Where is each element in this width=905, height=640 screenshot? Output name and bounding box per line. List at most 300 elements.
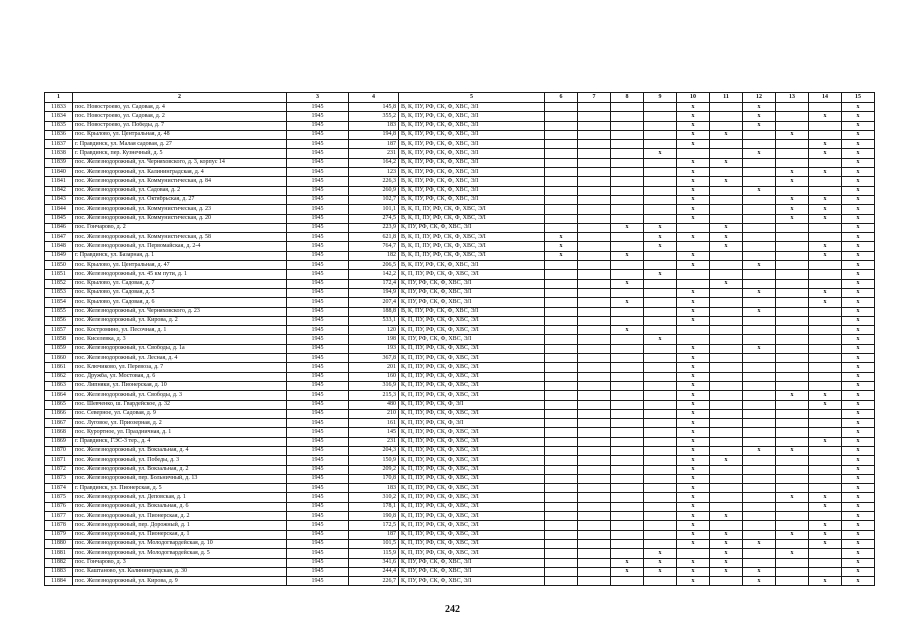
mark-cell: x — [842, 567, 875, 576]
column-header: 12 — [743, 93, 776, 103]
table-row — [45, 539, 875, 548]
mark-cell — [611, 484, 644, 493]
systems-cell: К, П, ПУ, РФ, СК, Ф, ХВС, ЭЛ — [399, 326, 545, 335]
row-number-cell: 11861 — [45, 363, 73, 372]
mark-cell: x — [809, 288, 842, 297]
mark-cell — [776, 474, 809, 483]
mark-cell: x — [677, 558, 710, 567]
row-number-cell: 11862 — [45, 372, 73, 381]
mark-cell — [611, 456, 644, 465]
mark-cell — [545, 261, 578, 270]
mark-cell — [776, 344, 809, 353]
mark-cell — [611, 242, 644, 251]
row-number-cell: 11881 — [45, 549, 73, 558]
mark-cell — [809, 270, 842, 279]
systems-cell: К, П, ПУ, РФ, СК, Ф, ХВС, ЭЛ — [399, 354, 545, 363]
mark-cell — [809, 326, 842, 335]
address-cell: пос. Гончарово, д. 3 — [73, 558, 287, 567]
mark-cell: x — [809, 493, 842, 502]
row-number-cell: 11866 — [45, 409, 73, 418]
mark-cell: x — [644, 149, 677, 158]
mark-cell: x — [710, 539, 743, 548]
table-row — [45, 400, 875, 409]
systems-cell: К, П, ПУ, РФ, СК, Ф, ХВС, ЭЛ — [399, 344, 545, 353]
mark-cell — [644, 372, 677, 381]
table-row — [45, 149, 875, 158]
mark-cell — [710, 484, 743, 493]
mark-cell — [710, 409, 743, 418]
row-number-cell: 11858 — [45, 335, 73, 344]
mark-cell — [644, 103, 677, 112]
area-cell: 226,3 — [349, 177, 399, 186]
systems-cell: К, П, ПУ, РФ, СК, Ф, ХВС, ЭЛ — [399, 539, 545, 548]
row-number-cell: 11846 — [45, 223, 73, 232]
mark-cell: x — [611, 298, 644, 307]
area-cell: 178,1 — [349, 502, 399, 511]
row-number-cell: 11865 — [45, 400, 73, 409]
year-cell: 1945 — [287, 521, 349, 530]
address-cell: пос. Липняки, ул. Пионерская, д. 10 — [73, 381, 287, 390]
table-row — [45, 279, 875, 288]
mark-cell — [710, 437, 743, 446]
mark-cell — [611, 344, 644, 353]
mark-cell: x — [809, 242, 842, 251]
table-row — [45, 177, 875, 186]
year-cell: 1945 — [287, 372, 349, 381]
mark-cell — [743, 195, 776, 204]
address-cell: пос. Железнодорожный, ул. 45 км пути, д. 1 — [73, 270, 287, 279]
address-cell: пос. Новостроево, ул. Садовая, д. 4 — [73, 103, 287, 112]
mark-cell — [545, 372, 578, 381]
mark-cell: x — [842, 149, 875, 158]
mark-cell — [578, 354, 611, 363]
mark-cell: x — [842, 372, 875, 381]
mark-cell: x — [710, 549, 743, 558]
mark-cell — [611, 307, 644, 316]
row-number-cell: 11880 — [45, 539, 73, 548]
mark-cell — [611, 270, 644, 279]
mark-cell — [644, 465, 677, 474]
mark-cell — [644, 251, 677, 260]
area-cell: 164,2 — [349, 158, 399, 167]
mark-cell — [776, 140, 809, 149]
mark-cell — [743, 363, 776, 372]
mark-cell: x — [842, 354, 875, 363]
mark-cell — [611, 502, 644, 511]
mark-cell — [743, 372, 776, 381]
area-cell: 172,4 — [349, 279, 399, 288]
table-row — [45, 251, 875, 260]
mark-cell: x — [611, 326, 644, 335]
mark-cell — [611, 428, 644, 437]
mark-cell — [545, 493, 578, 502]
mark-cell: x — [842, 400, 875, 409]
table-row — [45, 186, 875, 195]
mark-cell: x — [809, 502, 842, 511]
mark-cell — [776, 223, 809, 232]
area-cell: 206,5 — [349, 261, 399, 270]
table-row — [45, 419, 875, 428]
mark-cell: x — [776, 446, 809, 455]
mark-cell — [776, 298, 809, 307]
area-cell: 150,9 — [349, 456, 399, 465]
mark-cell — [743, 223, 776, 232]
mark-cell: x — [776, 130, 809, 139]
column-header: 9 — [644, 93, 677, 103]
address-cell: пос. Железнодорожный, ул. Пионерская, д. 1 — [73, 530, 287, 539]
mark-cell: x — [842, 419, 875, 428]
mark-cell — [776, 400, 809, 409]
year-cell: 1945 — [287, 261, 349, 270]
year-cell: 1945 — [287, 456, 349, 465]
area-cell: 223,9 — [349, 223, 399, 232]
address-cell: г. Правдинск, ул. Базарная, д. 1 — [73, 251, 287, 260]
mark-cell: x — [776, 530, 809, 539]
table-row — [45, 261, 875, 270]
mark-cell — [809, 177, 842, 186]
mark-cell: x — [677, 484, 710, 493]
address-cell: пос. Железнодорожный, пер. Дорожный, д. 1 — [73, 521, 287, 530]
systems-cell: К, П, ПУ, РФ, СК, Ф, ХВС, ЭЛ — [399, 270, 545, 279]
area-cell: 115,9 — [349, 549, 399, 558]
column-header: 8 — [611, 93, 644, 103]
mark-cell — [710, 168, 743, 177]
mark-cell — [710, 186, 743, 195]
mark-cell: x — [776, 205, 809, 214]
mark-cell — [578, 168, 611, 177]
mark-cell — [809, 558, 842, 567]
mark-cell: x — [743, 121, 776, 130]
address-cell: пос. Железнодорожный, ул. Коммунистическая, д. 58 — [73, 233, 287, 242]
mark-cell — [809, 372, 842, 381]
mark-cell: x — [842, 233, 875, 242]
mark-cell: x — [677, 419, 710, 428]
year-cell: 1945 — [287, 335, 349, 344]
systems-cell: В, К, П, ПУ, РФ, СК, Ф, ХВС, ЭЛ — [399, 214, 545, 223]
year-cell: 1945 — [287, 419, 349, 428]
systems-cell: В, К, ПУ, РФ, СК, Ф, ХВС, ЭЛ — [399, 261, 545, 270]
systems-cell: К, П, ПУ, РФ, СК, Ф, ХВС, ЭЛ — [399, 549, 545, 558]
row-number-cell: 11864 — [45, 391, 73, 400]
mark-cell — [644, 419, 677, 428]
mark-cell — [545, 549, 578, 558]
year-cell: 1945 — [287, 121, 349, 130]
systems-cell: К, П, ПУ, РФ, СК, Ф, ХВС, ЭЛ — [399, 493, 545, 502]
column-header: 11 — [710, 93, 743, 103]
mark-cell — [578, 223, 611, 232]
mark-cell — [644, 474, 677, 483]
area-cell: 187 — [349, 140, 399, 149]
row-number-cell: 11851 — [45, 270, 73, 279]
mark-cell — [710, 121, 743, 130]
mark-cell — [677, 242, 710, 251]
mark-cell — [611, 112, 644, 121]
mark-cell — [578, 242, 611, 251]
mark-cell: x — [677, 577, 710, 586]
area-cell: 194,8 — [349, 130, 399, 139]
mark-cell: x — [677, 372, 710, 381]
mark-cell — [710, 465, 743, 474]
year-cell: 1945 — [287, 493, 349, 502]
mark-cell — [545, 577, 578, 586]
row-number-cell: 11857 — [45, 326, 73, 335]
systems-cell: В, К, П, ПУ, РФ, СК, Ф, ХВС, ЭЛ — [399, 233, 545, 242]
mark-cell — [545, 307, 578, 316]
systems-cell: К, ПУ, РФ, СК, Ф, ХВС, ЭЛ — [399, 279, 545, 288]
systems-cell: К, ПУ, РФ, СК, Ф, ХВС, ЭЛ — [399, 567, 545, 576]
address-cell: пос. Крылово, ул. Центральная, д. 47 — [73, 261, 287, 270]
mark-cell: x — [644, 567, 677, 576]
column-header: 7 — [578, 93, 611, 103]
mark-cell — [743, 521, 776, 530]
year-cell: 1945 — [287, 270, 349, 279]
mark-cell — [578, 428, 611, 437]
mark-cell: x — [644, 549, 677, 558]
mark-cell — [644, 409, 677, 418]
area-cell: 204,3 — [349, 446, 399, 455]
mark-cell — [809, 103, 842, 112]
mark-cell — [578, 279, 611, 288]
mark-cell — [611, 409, 644, 418]
mark-cell: x — [677, 539, 710, 548]
mark-cell: x — [545, 242, 578, 251]
table-row — [45, 549, 875, 558]
column-header: 5 — [399, 93, 545, 103]
mark-cell: x — [743, 307, 776, 316]
year-cell: 1945 — [287, 279, 349, 288]
row-number-cell: 11878 — [45, 521, 73, 530]
mark-cell — [677, 279, 710, 288]
row-number-cell: 11883 — [45, 567, 73, 576]
mark-cell — [611, 186, 644, 195]
year-cell: 1945 — [287, 140, 349, 149]
mark-cell — [776, 270, 809, 279]
mark-cell — [578, 103, 611, 112]
mark-cell: x — [710, 279, 743, 288]
address-cell: пос. Курортное, ул. Праздничная, д. 1 — [73, 428, 287, 437]
mark-cell — [545, 270, 578, 279]
row-number-cell: 11845 — [45, 214, 73, 223]
mark-cell — [578, 521, 611, 530]
mark-cell: x — [842, 288, 875, 297]
mark-cell — [545, 484, 578, 493]
mark-cell — [809, 344, 842, 353]
area-cell: 215,3 — [349, 391, 399, 400]
mark-cell: x — [677, 168, 710, 177]
mark-cell: x — [677, 502, 710, 511]
mark-cell — [611, 493, 644, 502]
systems-cell: К, ПУ, РФ, СК, Ф, ХВС, ЭЛ — [399, 288, 545, 297]
mark-cell: x — [842, 177, 875, 186]
address-cell: пос. Железнодорожный, ул. Кирова, д. 2 — [73, 316, 287, 325]
mark-cell — [578, 233, 611, 242]
row-number-cell: 11863 — [45, 381, 73, 390]
mark-cell: x — [743, 186, 776, 195]
row-number-cell: 11874 — [45, 484, 73, 493]
area-cell: 533,1 — [349, 316, 399, 325]
year-cell: 1945 — [287, 465, 349, 474]
mark-cell — [776, 567, 809, 576]
row-number-cell: 11839 — [45, 158, 73, 167]
mark-cell — [743, 512, 776, 521]
table-row — [45, 288, 875, 297]
mark-cell — [611, 512, 644, 521]
mark-cell — [545, 186, 578, 195]
page-number: 242 — [445, 604, 460, 615]
mark-cell — [677, 270, 710, 279]
mark-cell — [809, 512, 842, 521]
year-cell: 1945 — [287, 512, 349, 521]
address-cell: пос. Железнодорожный, ул. Черняховского, д. 23 — [73, 307, 287, 316]
mark-cell — [578, 186, 611, 195]
mark-cell: x — [842, 112, 875, 121]
row-number-cell: 11847 — [45, 233, 73, 242]
mark-cell — [743, 242, 776, 251]
mark-cell — [776, 158, 809, 167]
mark-cell — [545, 335, 578, 344]
mark-cell: x — [710, 512, 743, 521]
row-number-cell: 11849 — [45, 251, 73, 260]
mark-cell — [776, 279, 809, 288]
mark-cell — [809, 261, 842, 270]
mark-cell — [545, 391, 578, 400]
mark-cell — [578, 381, 611, 390]
mark-cell — [644, 288, 677, 297]
mark-cell: x — [743, 149, 776, 158]
mark-cell — [644, 158, 677, 167]
mark-cell — [776, 577, 809, 586]
mark-cell: x — [677, 512, 710, 521]
year-cell: 1945 — [287, 428, 349, 437]
year-cell: 1945 — [287, 567, 349, 576]
mark-cell — [545, 530, 578, 539]
systems-cell: К, П, ПУ, РФ, СК, Ф, ХВС, ЭЛ — [399, 372, 545, 381]
table-row — [45, 354, 875, 363]
address-cell: пос. Железнодорожный, ул. Лесная, д. 4 — [73, 354, 287, 363]
mark-cell: x — [842, 261, 875, 270]
systems-cell: К, П, ПУ, РФ, СК, Ф, ХВС, ЭЛ — [399, 502, 545, 511]
area-cell: 231 — [349, 149, 399, 158]
area-cell: 188,8 — [349, 307, 399, 316]
systems-cell: В, К, П, ПУ, РФ, СК, Ф, ХВС, ЭЛ — [399, 251, 545, 260]
mark-cell — [743, 484, 776, 493]
area-cell: 201 — [349, 363, 399, 372]
mark-cell — [710, 149, 743, 158]
systems-cell: В, К, ПУ, РФ, СК, Ф, ХВС, ЭЛ — [399, 177, 545, 186]
table-row — [45, 316, 875, 325]
mark-cell — [710, 112, 743, 121]
mark-cell — [776, 521, 809, 530]
mark-cell — [545, 521, 578, 530]
systems-cell: В, К, П, ПУ, РФ, СК, Ф, ХВС, ЭЛ — [399, 242, 545, 251]
mark-cell — [578, 446, 611, 455]
mark-cell: x — [545, 251, 578, 260]
year-cell: 1945 — [287, 326, 349, 335]
row-number-cell: 11870 — [45, 446, 73, 455]
mark-cell — [578, 530, 611, 539]
mark-cell — [710, 493, 743, 502]
address-cell: пос. Шевченко, ш. Гвардейское, д. 32 — [73, 400, 287, 409]
table-row — [45, 484, 875, 493]
mark-cell — [743, 493, 776, 502]
column-header: 14 — [809, 93, 842, 103]
mark-cell — [578, 326, 611, 335]
systems-cell: К, П, ПУ, РФ, СК, Ф, ХВС, ЭЛ — [399, 316, 545, 325]
mark-cell — [809, 158, 842, 167]
systems-cell: К, ПУ, РФ, СК, Ф, ХВС, ЭЛ — [399, 335, 545, 344]
mark-cell: x — [677, 112, 710, 121]
table-row — [45, 103, 875, 112]
mark-cell — [644, 484, 677, 493]
address-cell: пос. Крылово, ул. Центральная, д. 48 — [73, 130, 287, 139]
year-cell: 1945 — [287, 158, 349, 167]
table-row — [45, 446, 875, 455]
table-row — [45, 409, 875, 418]
mark-cell: x — [842, 214, 875, 223]
mark-cell: x — [842, 158, 875, 167]
mark-cell: x — [809, 251, 842, 260]
mark-cell — [710, 335, 743, 344]
mark-cell: x — [677, 261, 710, 270]
systems-cell: В, К, ПУ, РФ, СК, Ф, ХВС, ЭЛ — [399, 195, 545, 204]
mark-cell — [644, 428, 677, 437]
row-number-cell: 11872 — [45, 465, 73, 474]
row-number-cell: 11873 — [45, 474, 73, 483]
mark-cell — [578, 391, 611, 400]
mark-cell — [644, 214, 677, 223]
address-cell: пос. Луговое, ул. Приозерная, д. 2 — [73, 419, 287, 428]
area-cell: 367,8 — [349, 354, 399, 363]
mark-cell — [644, 279, 677, 288]
mark-cell — [545, 446, 578, 455]
table-row — [45, 205, 875, 214]
table-row — [45, 335, 875, 344]
mark-cell — [743, 549, 776, 558]
mark-cell — [578, 335, 611, 344]
systems-cell: К, П, ПУ, РФ, СК, Ф, ХВС, ЭЛ — [399, 446, 545, 455]
systems-cell: К, П, ПУ, РФ, СК, Ф, ХВС, ЭЛ — [399, 363, 545, 372]
mark-cell — [776, 233, 809, 242]
mark-cell — [578, 363, 611, 372]
mark-cell — [809, 456, 842, 465]
mark-cell: x — [710, 130, 743, 139]
area-cell: 209,2 — [349, 465, 399, 474]
mark-cell: x — [743, 539, 776, 548]
mark-cell — [743, 177, 776, 186]
mark-cell — [743, 316, 776, 325]
mark-cell: x — [710, 530, 743, 539]
mark-cell: x — [677, 521, 710, 530]
mark-cell: x — [776, 177, 809, 186]
address-cell: пос. Железнодорожный, ул. Кирова, д. 9 — [73, 577, 287, 586]
table-row — [45, 363, 875, 372]
mark-cell: x — [677, 493, 710, 502]
mark-cell — [776, 456, 809, 465]
mark-cell: x — [677, 140, 710, 149]
year-cell: 1945 — [287, 474, 349, 483]
area-cell: 170,8 — [349, 474, 399, 483]
address-cell: пос. Железнодорожный, пер. Больничный, д. 13 — [73, 474, 287, 483]
mark-cell: x — [677, 344, 710, 353]
mark-cell — [710, 521, 743, 530]
mark-cell — [644, 381, 677, 390]
mark-cell — [545, 177, 578, 186]
area-cell: 160 — [349, 372, 399, 381]
year-cell: 1945 — [287, 484, 349, 493]
mark-cell — [611, 140, 644, 149]
mark-cell — [809, 223, 842, 232]
mark-cell — [578, 465, 611, 474]
